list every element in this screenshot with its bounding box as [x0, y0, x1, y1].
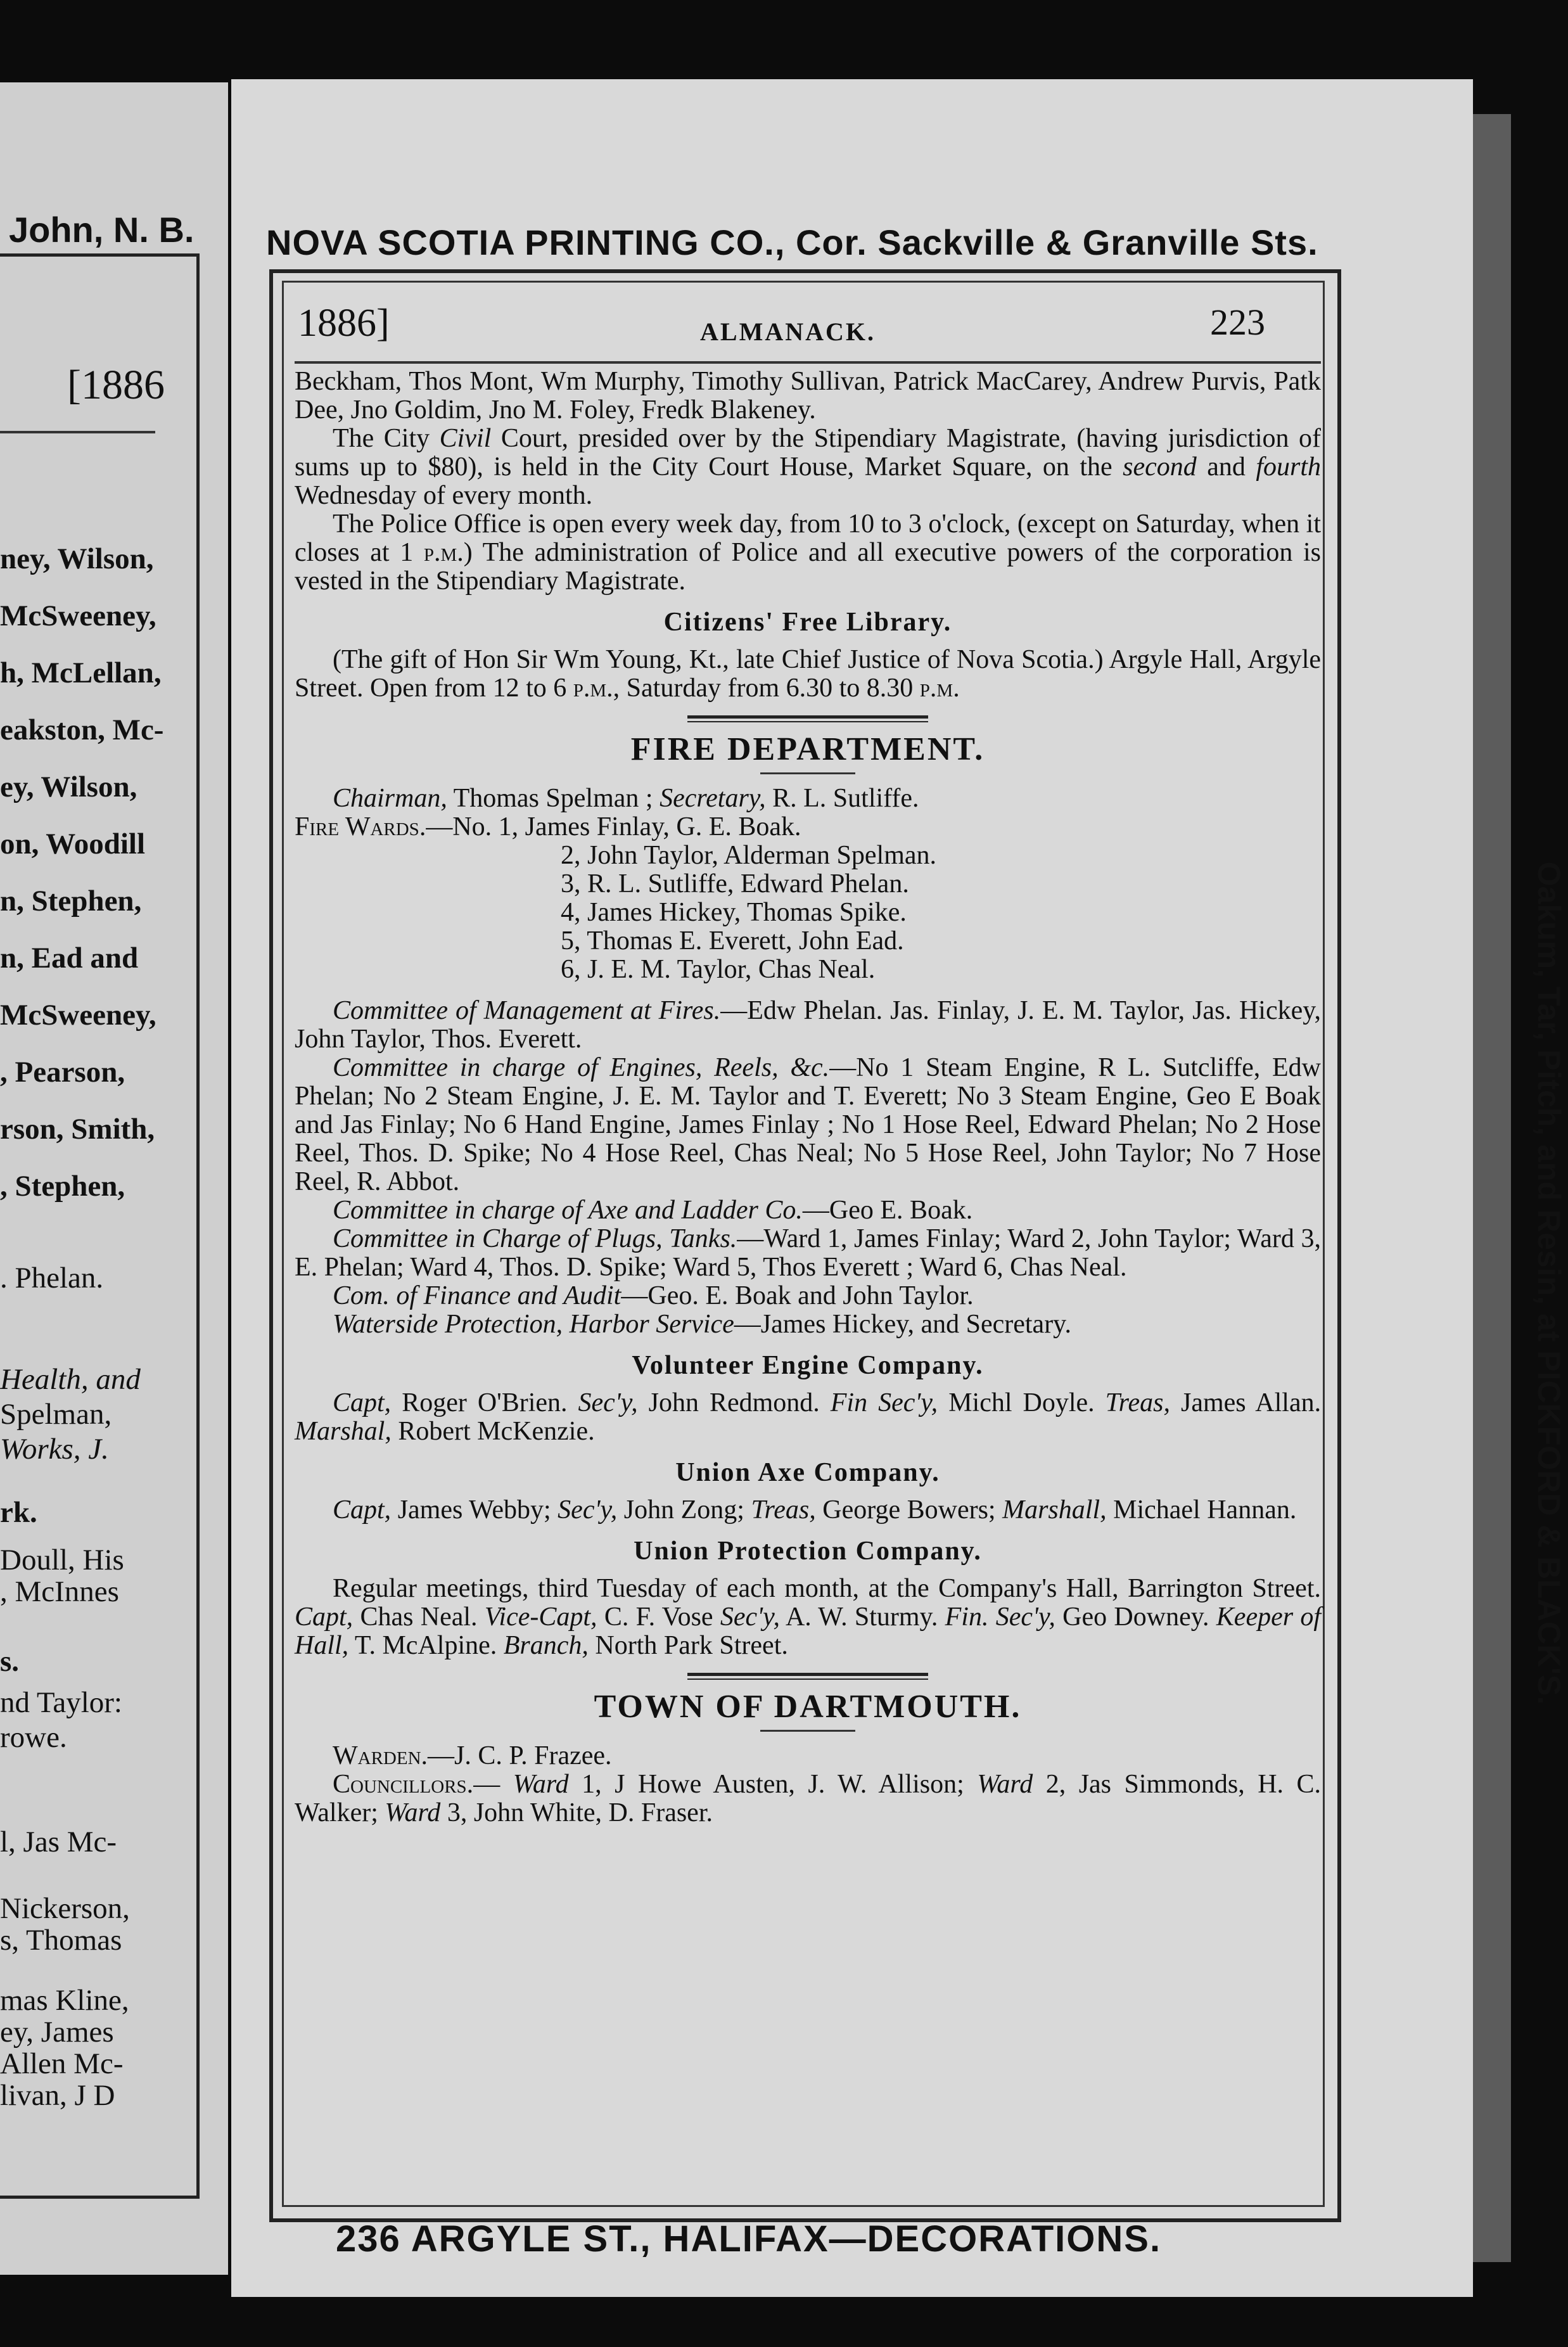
header-year: 1886] [298, 302, 390, 345]
marshal-name: Michael Hannan. [1113, 1495, 1297, 1525]
capt-label: Capt, [333, 1495, 392, 1525]
left-fragment-line: s. [0, 1645, 20, 1678]
councillors-line [295, 1770, 1321, 1827]
secretary-label: Secretary, [660, 784, 766, 813]
committee-text: —Geo. E. Boak and John Taylor. [621, 1281, 974, 1310]
left-fragment-line: n, Ead and [0, 942, 139, 975]
committee-waterside [295, 1310, 1321, 1339]
fin-name: Michl Doyle. [948, 1388, 1095, 1417]
left-fragment-line: , Pearson, [0, 1056, 125, 1089]
left-page-rule [0, 431, 155, 433]
ward-label: Ward [385, 1798, 441, 1827]
police-office-paragraph [295, 510, 1321, 596]
ward-1-names: 1, J Howe Austen, J. W. Allison; [582, 1770, 964, 1799]
warden-line [295, 1742, 1321, 1770]
treas-label: Treas, [751, 1495, 816, 1525]
left-fragment-line: . Phelan. [0, 1262, 104, 1295]
committee-label: Committee in charge of Engines, Reels, &c. [333, 1053, 830, 1082]
library-pm-1: p.m. [573, 674, 613, 703]
left-fragment-line: s, Thomas [0, 1924, 122, 1957]
protection-heading: Union Protection Company. [634, 1537, 982, 1566]
chairman-label: Chairman, [333, 784, 447, 813]
page-content [295, 368, 1321, 1827]
page-number: 223 [1210, 302, 1265, 343]
committee-text: —Ward 1, James Finlay; Ward 2, John Taylor; Ward 3, E. Phelan; Ward 4, Thos. D. Spike; Ward 5, Thos Everett ; Ward 6, Chas Neal. [295, 1224, 1322, 1282]
secy-label: Sec'y, [558, 1495, 618, 1525]
fire-ward-4: 4, James Hickey, Thomas Spike. [561, 898, 907, 927]
committee-finance [295, 1282, 1321, 1310]
left-fragment-line: rowe. [0, 1721, 67, 1754]
secy-label: Sec'y, [578, 1388, 638, 1417]
left-fragment-line: Health, and [0, 1363, 141, 1396]
vice-name: C. F. Vose [604, 1602, 713, 1632]
protection-details [295, 1575, 1321, 1660]
marshal-label: Marshall, [1002, 1495, 1107, 1525]
left-fragment-line: Nickerson, [0, 1892, 130, 1925]
ward-label: Ward [977, 1770, 1033, 1799]
footer-advert: 236 ARGYLE ST., HALIFAX—DECORATIONS. [336, 2218, 1162, 2260]
councillors-label: Councillors. [333, 1770, 474, 1799]
dartmouth-heading: TOWN OF DARTMOUTH. [594, 1689, 1022, 1725]
civil-text-a: The City [333, 424, 430, 453]
police-text-b: ) The administration of Police and all executive powers of the corporation is vested in the Stipendiary Magistrate. [295, 538, 1322, 596]
left-fragment-line: McSweeney, [0, 599, 156, 632]
capt-name: James Webby; [397, 1495, 551, 1525]
fire-wards-label: Fire Wards. [295, 812, 426, 841]
fire-ward-5: 5, Thomas E. Everett, John Ead. [561, 926, 904, 956]
spacer [295, 984, 1321, 997]
keeper-label: Keeper of Hall, [295, 1602, 1322, 1660]
fin-label: Fin. Sec'y, [945, 1602, 1055, 1632]
vice-label: Vice-Capt, [484, 1602, 597, 1632]
ward-3-names: 3, John White, D. Fraser. [447, 1798, 713, 1827]
left-fragment-line: Doull, His [0, 1544, 124, 1576]
volunteer-heading: Volunteer Engine Company. [632, 1351, 984, 1380]
page-edge-shadow [1473, 114, 1511, 2262]
left-fragment-line: l, Jas Mc- [0, 1826, 117, 1858]
left-fragment-line: Works, J. [0, 1433, 109, 1466]
left-fragment-line: mas Kline, [0, 1984, 129, 2017]
committee-text: —No 1 Steam Engine, R L. Sutcliffe, Edw Phelan; No 2 Steam Engine, J. E. M. Taylor and T. Everett; No 3 Steam Engine, Geo E Boak and Jas Finlay; No 6 Hand Engine, James Finlay ; No 1 Hose Reel, Edward Phelan; No 2 Hose Reel, Thos. D. Spike; No 4 Hose Reel, Chas Neal; No 5 Hose Reel, John Taylor; No 7 Hose Reel, R. Abbot. [295, 1053, 1322, 1196]
left-fragment-line: McSweeney, [0, 999, 156, 1032]
left-page-fragment [0, 82, 228, 2275]
left-fragment-line: ey, James [0, 2016, 114, 2049]
committee-label: Committee in Charge of Plugs, Tanks. [333, 1224, 737, 1253]
heading-rule [760, 772, 855, 774]
section-divider [687, 715, 928, 722]
axe-heading: Union Axe Company. [675, 1458, 940, 1487]
left-page-year: [1886 [67, 362, 165, 408]
left-fragment-line: Spelman, [0, 1398, 112, 1431]
committee-text: —Geo E. Boak. [802, 1196, 973, 1225]
marshal-label: Marshal, [295, 1417, 392, 1446]
header-rule [295, 361, 1321, 364]
left-page-header: John, N. B. [9, 210, 194, 250]
treas-name: James Allan. [1180, 1388, 1322, 1417]
left-fragment-line: ey, Wilson, [0, 771, 137, 803]
left-fragment-line: h, McLellan, [0, 656, 162, 689]
committee-label: Waterside Protection, Harbor Service [333, 1310, 734, 1339]
library-heading: Citizens' Free Library. [663, 608, 952, 637]
secretary-name: R. L. Sutliffe. [772, 784, 919, 813]
civil-court-paragraph [295, 425, 1321, 510]
warden-label: Warden. [333, 1741, 428, 1770]
side-advert-text: Oakum, Tar, Pitch, and Resin, at PICKFORD & BLACK'S. [1531, 861, 1567, 1705]
fin-label: Fin Sec'y, [830, 1388, 938, 1417]
branch-label: Branch, [503, 1631, 589, 1660]
left-fragment-line: , Stephen, [0, 1170, 125, 1203]
left-fragment-line: ney, Wilson, [0, 542, 154, 575]
running-head-advert: NOVA SCOTIA PRINTING CO., Cor. Sackville & Granville Sts. [266, 222, 1318, 262]
left-fragment-line: livan, J D [0, 2079, 115, 2112]
committee-label: Com. of Finance and Audit [333, 1281, 621, 1310]
capt-name: Roger O'Brien. [402, 1388, 568, 1417]
left-fragment-line: rson, Smith, [0, 1113, 155, 1146]
left-fragment-line: rk. [0, 1496, 37, 1529]
ward-2-names: 2, Jas Simmonds, H. C. Walker; [295, 1770, 1322, 1827]
library-pm-2: p.m. [919, 674, 960, 703]
keeper-name: T. McAlpine. [354, 1631, 497, 1660]
civil-text-c: Court, presided over by the Stipendiary Magistrate, (having jurisdiction of sums up to $80), is held in the City Court House, Market Square, on the [295, 424, 1322, 482]
committee-text: —Edw Phelan. Jas. Finlay, J. E. M. Taylor, Jas. Hickey, John Taylor, Thos. Everett. [295, 996, 1321, 1054]
secy-label: Sec'y, [720, 1602, 780, 1632]
warden-name: —J. C. P. Frazee. [428, 1741, 612, 1770]
treas-name: George Bowers; [822, 1495, 996, 1525]
fire-ward-2: 2, John Taylor, Alderman Spelman. [561, 841, 937, 870]
ward-label: Ward [513, 1770, 569, 1799]
side-advert [1530, 776, 1568, 1790]
marshal-name: Robert McKenzie. [398, 1417, 595, 1446]
secy-name: John Zong; [623, 1495, 744, 1525]
library-text-a: (The gift of Hon Sir Wm Young, Kt., late Chief Justice of Nova Scotia.) Argyle Hall, Argyle Street. Open from 12 to 6 [295, 645, 1321, 703]
fire-officers [295, 784, 1321, 813]
branch-name: North Park Street. [595, 1631, 788, 1660]
treas-label: Treas, [1105, 1388, 1170, 1417]
committee-engines [295, 1054, 1321, 1196]
left-fragment-line: , McInnes [0, 1575, 119, 1608]
header-title: ALMANACK. [700, 317, 876, 346]
capt-label: Capt, [295, 1602, 354, 1632]
committee-label: Committee in charge of Axe and Ladder Co. [333, 1196, 803, 1225]
fire-ward-1: —No. 1, James Finlay, G. E. Boak. [426, 812, 801, 841]
library-paragraph [295, 646, 1321, 703]
left-fragment-line: eakston, Mc- [0, 713, 164, 746]
councillors-dash: — [473, 1770, 500, 1799]
meetings-text: Regular meetings, third Tuesday of each month, at the Company's Hall, Barrington Street. [333, 1574, 1321, 1603]
committee-plugs-tanks [295, 1225, 1321, 1282]
fire-wards-first [295, 813, 1321, 841]
civil-text-e: and [1207, 452, 1246, 482]
civil-text-f: fourth [1256, 452, 1321, 482]
left-fragment-line: on, Woodill [0, 828, 146, 860]
section-divider [687, 1673, 928, 1680]
left-fragment-line: nd Taylor: [0, 1686, 122, 1719]
left-fragment-line: Allen Mc- [0, 2047, 124, 2080]
capt-name: Chas Neal. [360, 1602, 478, 1632]
police-text-a: The Police Office is open every week day, from 10 to 3 o'clock, (except on Saturday, when it closes at 1 [295, 509, 1321, 567]
fin-name: Geo Downey. [1062, 1602, 1209, 1632]
fire-ward-3: 3, R. L. Sutliffe, Edward Phelan. [561, 869, 909, 899]
secy-name: A. W. Sturmy. [785, 1602, 938, 1632]
secy-name: John Redmond. [648, 1388, 820, 1417]
almanack-page [231, 79, 1567, 2297]
library-text-b: , Saturday from 6.30 to 8.30 [613, 674, 914, 703]
committee-label: Committee of Management at Fires. [333, 996, 721, 1025]
committee-text: —James Hickey, and Secretary. [734, 1310, 1071, 1339]
civil-text-g: Wednesday of every month. [295, 481, 593, 510]
committee-axe-ladder [295, 1196, 1321, 1225]
fire-ward-6: 6, J. E. M. Taylor, Chas Neal. [561, 955, 876, 984]
left-fragment-line: n, Stephen, [0, 885, 142, 918]
committee-management [295, 997, 1321, 1054]
civil-text-d: second [1123, 452, 1197, 482]
axe-officers [295, 1496, 1321, 1525]
heading-rule [760, 1730, 855, 1732]
fire-wards-list [295, 841, 1321, 984]
capt-label: Capt, [333, 1388, 392, 1417]
names-continued: Beckham, Thos Mont, Wm Murphy, Timothy Sullivan, Patrick MacCarey, Andrew Purvis, Patk Dee, Jno Goldim, Jno M. Foley, Fredk Blakeney. [295, 367, 1321, 425]
police-pm: p.m. [423, 538, 464, 567]
civil-text-b: Civil [439, 424, 492, 453]
fire-department-heading: FIRE DEPARTMENT. [630, 731, 985, 767]
chairman-name: Thomas Spelman ; [453, 784, 653, 813]
volunteer-officers [295, 1389, 1321, 1446]
